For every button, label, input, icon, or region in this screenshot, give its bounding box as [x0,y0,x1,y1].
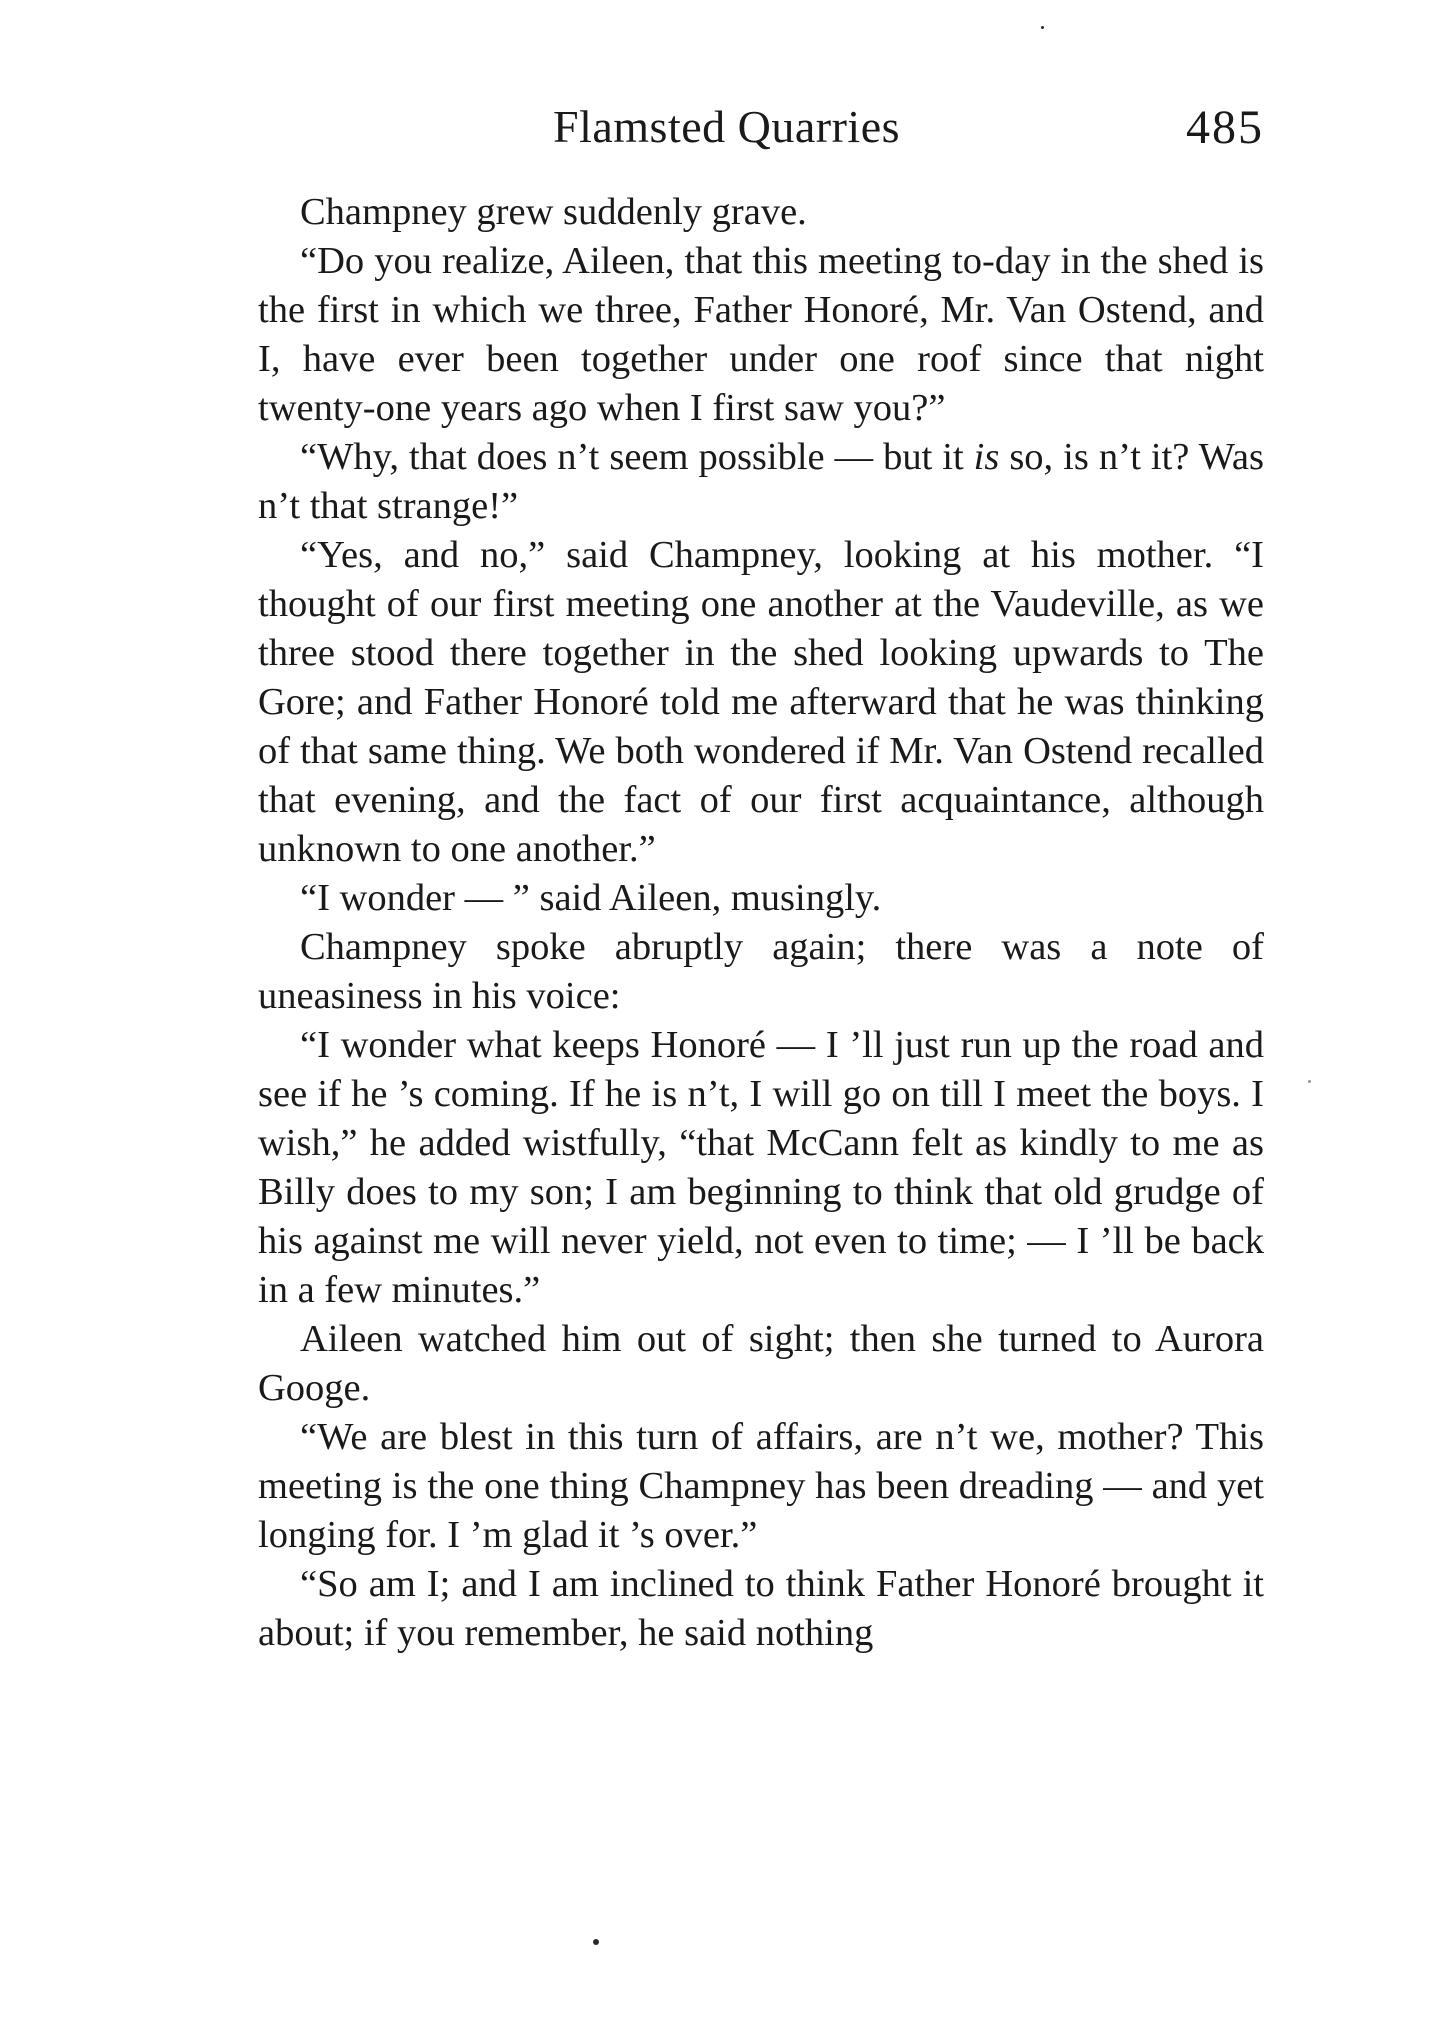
paragraph: Champney grew suddenly grave. [300,191,807,233]
paragraph: Champney spoke abruptly again; there was a note of uneasiness in his voice: [258,926,1264,1017]
paragraph: “I wonder what keeps Honoré — I ’ll just run up the road and see if he ’s coming. If he is n’t, I will go on till I meet the boys. I wish,” he added wistfully, “that McCann felt as kindly to me as Billy does to my son; I am beginning to think that old grudge of his against me will never yield, not even to time; — I ’ll be back in a few minutes.” [258,1024,1264,1311]
paragraph: “Yes, and no,” said Champney, looking at his mother. “I thought of our first meeting one another at the Vaudeville, as we three stood there together in the shed looking upwards to The Gore; and Father Honoré told me afterward that he was thinking of that same thing. We both wondered if Mr. Van Ostend recalled that evening, and the fact of our first acquaintance, although unknown to one another.” [258,534,1264,870]
ink-speck [593,1939,599,1945]
page-number: 485 [1186,101,1264,154]
paragraph: “We are blest in this turn of affairs, are n’t we, mother? This meeting is the one thing Champney has been dreading — and yet longing for. I ’m glad it ’s over.” [258,1416,1264,1556]
paragraph: Aileen watched him out of sight; then she turned to Aurora Googe. [258,1318,1264,1409]
italic-emphasis: is [973,436,1000,478]
paragraph: “Do you realize, Aileen, that this meeting to-day in the shed is the first in which we three, Father Honoré, Mr. Van Ostend, and I, have ever been together under one roof since that night twenty-one years ago when I first saw you?” [258,240,1264,429]
paragraph-text-segment: so, is n’t it? Was n’t that strange!” [258,436,1264,527]
ink-speck [1308,1080,1311,1083]
body-text [258,188,1264,1658]
running-head [258,100,1264,160]
ink-speck [1041,26,1044,29]
paragraph: “I wonder — ” said Aileen, musingly. [300,877,882,919]
paragraph: “So am I; and I am inclined to think Father Honoré brought it about; if you remember, he said nothing [258,1563,1264,1654]
paragraph [258,433,1264,531]
paragraph-text-segment: “Why, that does n’t seem possible — but it [300,436,974,478]
running-title: Flamsted Quarries [553,101,901,152]
